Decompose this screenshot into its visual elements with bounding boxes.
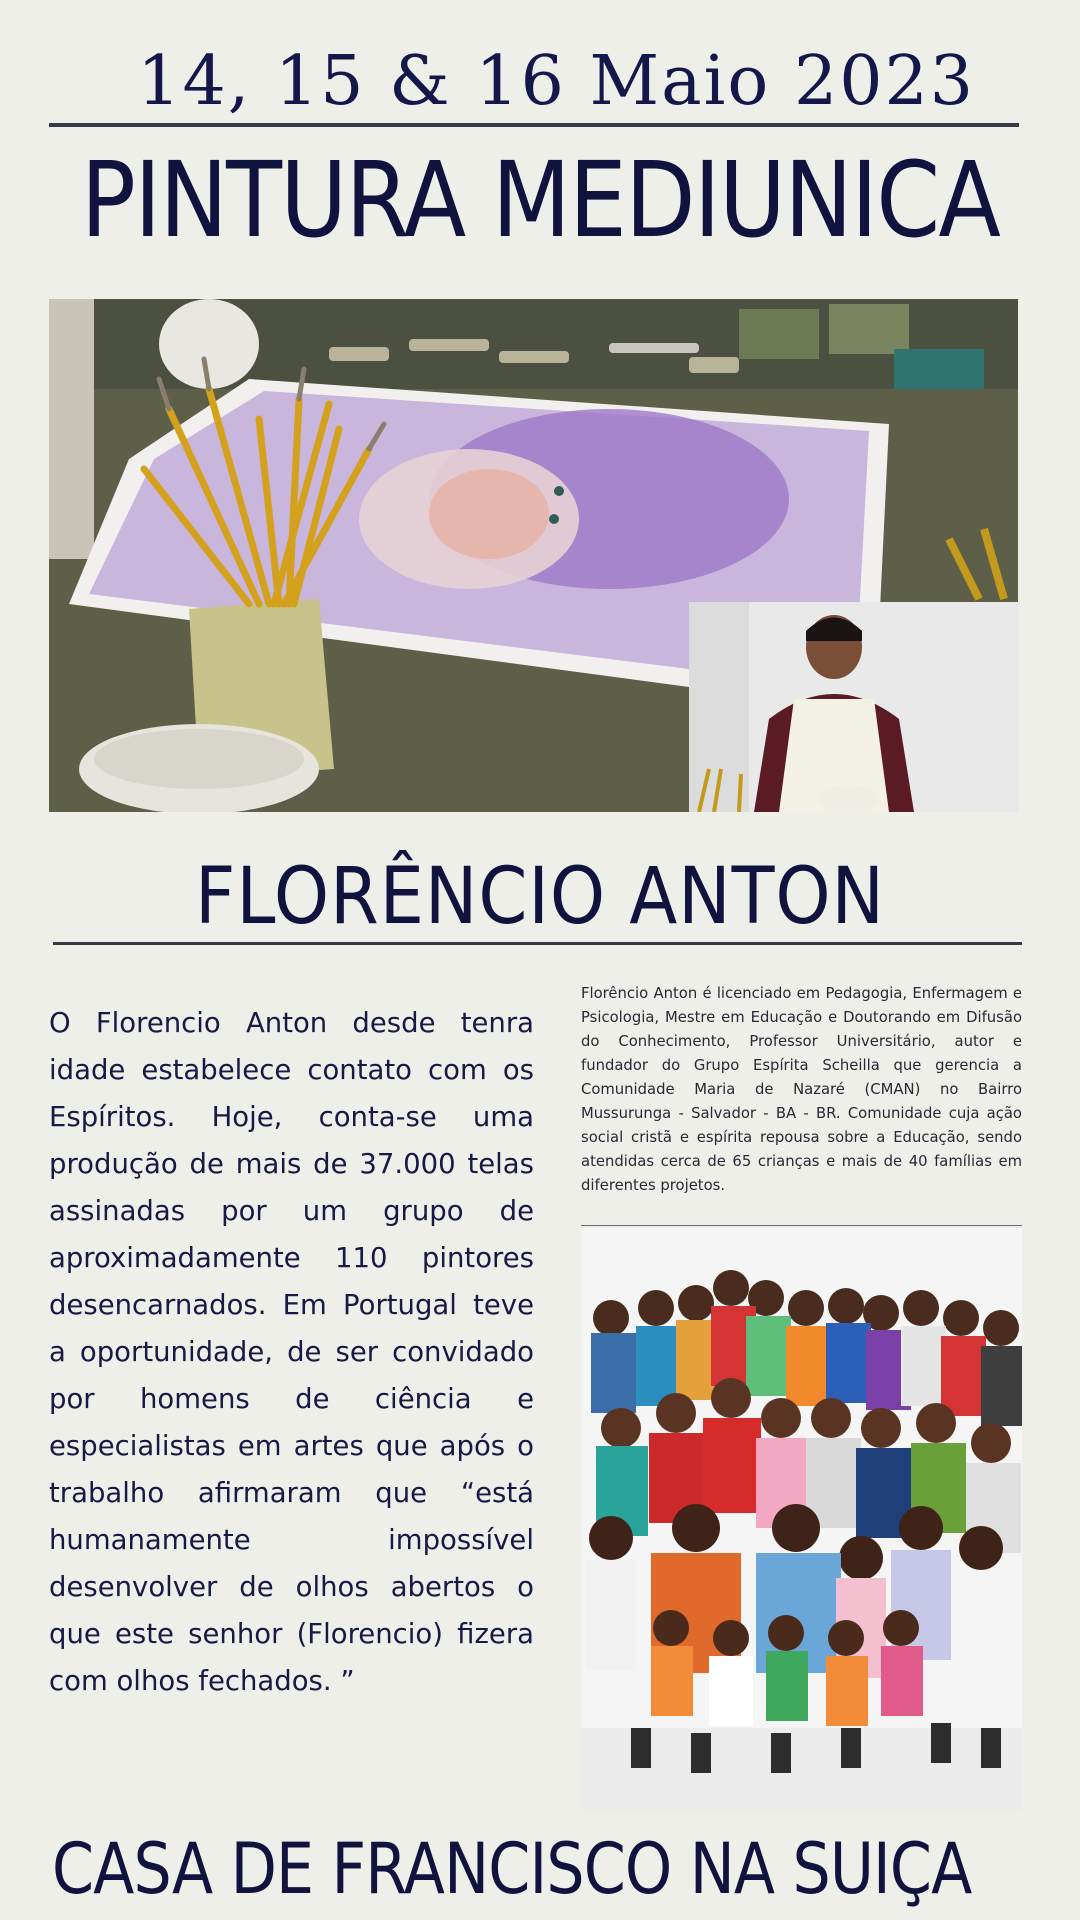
middle-divider	[53, 942, 1022, 945]
artist-bio: Florêncio Anton é licenciado em Pedagogia, Enfermagem e Psicologia, Mestre em Educação e Doutorando em Difusão do Conhecimento, Professor Universitário, autor e fundador do Grupo Espírita Scheilla que gerencia a Comunidade Maria de Nazaré (CMAN) no Bairro Mussurunga - Salvador - BA - BR. Comunidade cuja ação social cristã e espírita repousa sobre a Educação, sendo atendidas cerca de 65 crianças e mais de 40 famílias em diferentes projetos.	[581, 985, 1022, 1194]
top-divider	[49, 123, 1019, 127]
footer-venue: CASA DE FRANCISCO NA SUIÇA	[52, 1828, 972, 1910]
group-of-children-photo	[581, 1228, 1022, 1811]
main-description: O Florencio Anton desde tenra idade estabelece contato com os Espíritos. Hoje, conta-se uma produção de mais de 37.000 telas assinadas por um grupo de aproximadamente 110 pintores desencarnados. Em Portugal teve a oportunidade, de ser convidado por homens de ciência e especialistas em artes que após o trabalho afirmaram que “está humanamente impossível desenvolver de olhos abertos o que este senhor (Florencio) fizera com olhos fechados. ”	[49, 1007, 534, 1697]
page-title: PINTURA MEDIUNICA	[80, 139, 1000, 261]
artist-name: FLORÊNCIO ANTON	[195, 852, 885, 942]
event-date: 14, 15 & 16 Maio 2023	[137, 42, 975, 121]
painting-studio-photo	[49, 299, 1018, 812]
bio-divider	[581, 1225, 1022, 1226]
